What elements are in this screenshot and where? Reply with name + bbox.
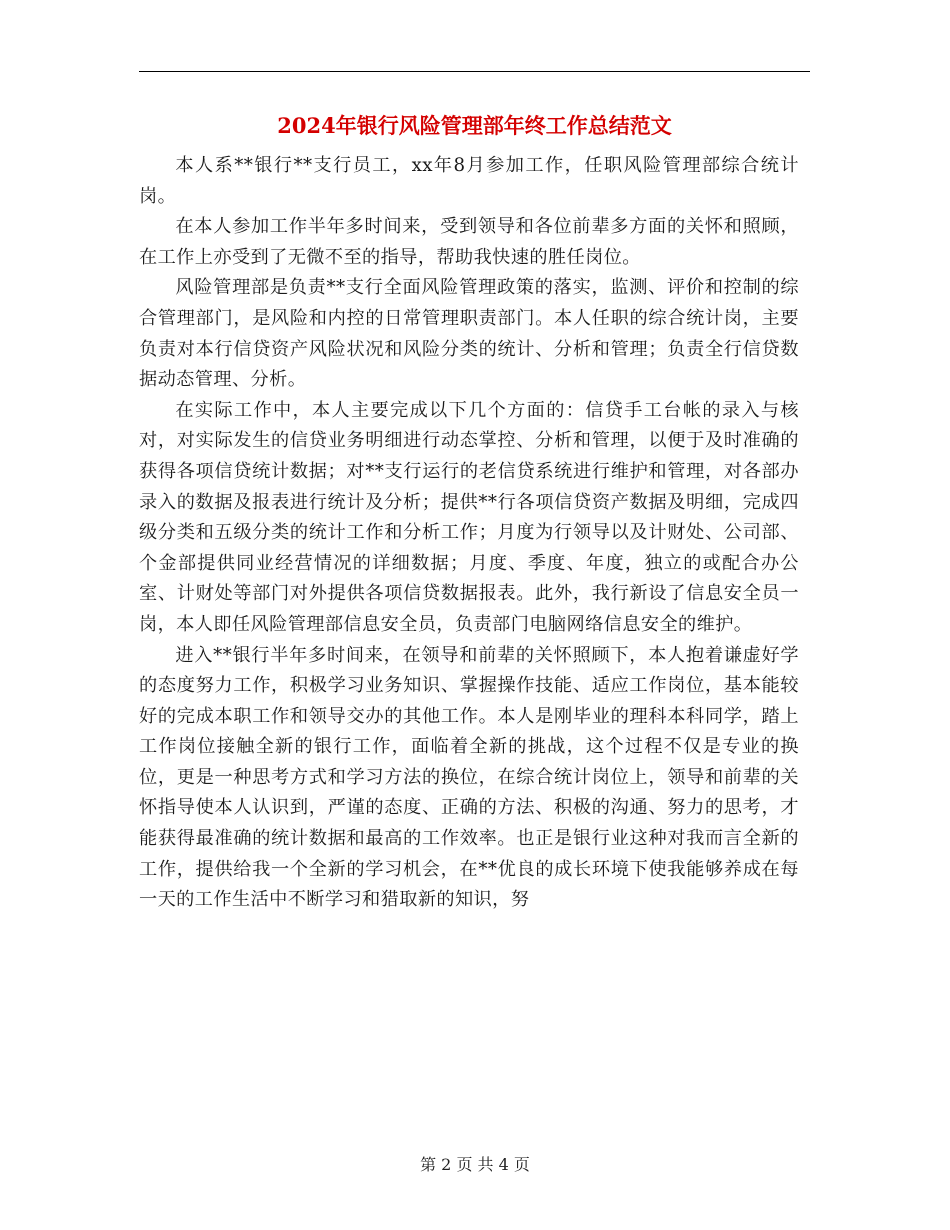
document-body — [139, 151, 799, 916]
document-title: 2024年银行风险管理部年终工作总结范文 — [277, 113, 672, 138]
paragraph: 在本人参加工作半年多时间来，受到领导和各位前辈多方面的关怀和照顾，在工作上亦受到了无微不至的指导，帮助我快速的胜任岗位。 — [139, 216, 799, 268]
paragraph: 进入**银行半年多时间来，在领导和前辈的关怀照顾下，本人抱着谦虚好学的态度努力工作，积极学习业务知识、掌握操作技能、适应工作岗位，基本能较好的完成本职工作和领导交办的其他工作。本人是刚毕业的理科本科同学，踏上工作岗位接触全新的银行工作，面临着全新的挑战，这个过程不仅是专业的换位，更是一种思考方式和学习方法的换位，在综合统计岗位上，领导和前辈的关怀指导使本人认识到，严谨的态度、正确的方法、积极的沟通、努力的思考，才能获得最准确的统计数据和最高的工作效率。也正是银行业这种对我而言全新的工作，提供给我一个全新的学习机会，在**优良的成长环境下使我能够养成在每一天的工作生活中不断学习和猎取新的知识，努 — [139, 644, 799, 911]
header-rule — [139, 71, 810, 72]
paragraph: 风险管理部是负责**支行全面风险管理政策的落实，监测、评价和控制的综合管理部门，是风险和内控的日常管理职责部门。本人任职的综合统计岗，主要负责对本行信贷资产风险状况和风险分类的统计、分析和管理；负责全行信贷数据动态管理、分析。 — [139, 277, 799, 391]
paragraph: 本人系**银行**支行员工，xx年8月参加工作，任职风险管理部综合统计岗。 — [139, 155, 799, 207]
page-number: 第 2 页 共 4 页 — [420, 1155, 530, 1174]
paragraph: 在实际工作中，本人主要完成以下几个方面的：信贷手工台帐的录入与核对，对实际发生的信贷业务明细进行动态掌控、分析和管理，以便于及时准确的获得各项信贷统计数据；对**支行运行的老信贷系统进行维护和管理，对各部办录入的数据及报表进行统计及分析；提供**行各项信贷资产数据及明细，完成四级分类和五级分类的统计工作和分析工作；月度为行领导以及计财处、公司部、个金部提供同业经营情况的详细数据；月度、季度、年度，独立的或配合办公室、计财处等部门对外提供各项信贷数据报表。此外，我行新设了信息安全员一岗，本人即任风险管理部信息安全员，负责部门电脑网络信息安全的维护。 — [139, 399, 799, 635]
